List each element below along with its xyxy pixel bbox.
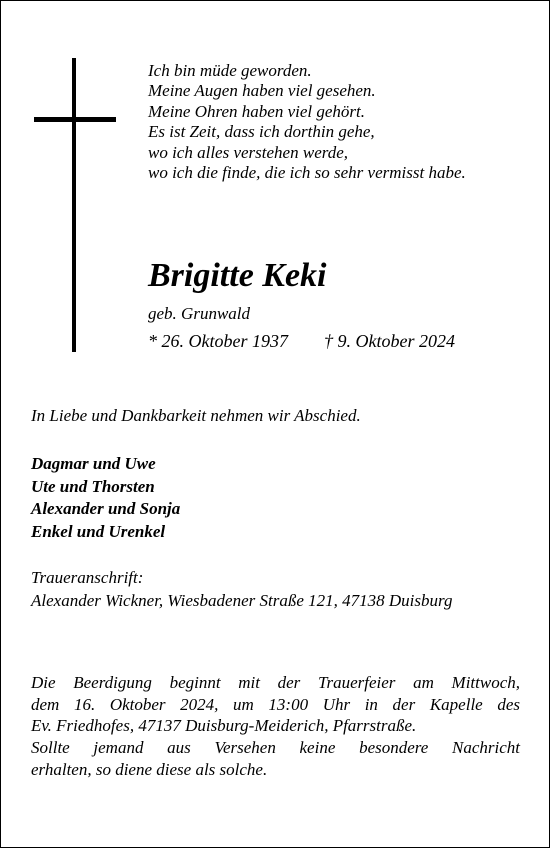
address-label: Traueranschrift: <box>31 568 144 587</box>
deceased-name: Brigitte Keki <box>148 257 327 294</box>
notice-line: erhalten, so diene diese als solche. <box>31 759 268 779</box>
notice-line: Sollte jemand aus Versehen keine besondere Nachricht <box>31 738 520 757</box>
birth-name: geb. Grunwald <box>148 304 250 323</box>
poem-line: Ich bin müde geworden. <box>148 61 312 80</box>
death-date: † 9. Oktober 2024 <box>323 331 455 351</box>
funeral-line: Ev. Friedhofes, 47137 Duisburg-Meiderich, Pfarrstraße. <box>31 716 417 736</box>
life-dates <box>148 330 455 352</box>
poem <box>148 61 466 183</box>
address-text: Alexander Wickner, Wiesbadener Straße 121, 47138 Duisburg <box>31 591 453 610</box>
family-list <box>31 453 180 544</box>
poem-line: wo ich alles verstehen werde, <box>148 142 349 162</box>
poem-line: wo ich die finde, die ich so sehr vermisst habe. <box>148 163 466 183</box>
cross-vertical-bar <box>72 58 76 352</box>
funeral-line: dem 16. Oktober 2024, um 13:00 Uhr in der Kapelle des <box>31 694 520 714</box>
family-member: Ute und Thorsten <box>31 476 155 496</box>
farewell-text: In Liebe und Dankbarkeit nehmen wir Abschied. <box>31 406 361 425</box>
notice-info <box>31 737 520 780</box>
birth-date: * 26. Oktober 1937 <box>148 331 288 351</box>
cross-horizontal-bar <box>34 117 116 122</box>
poem-line: Meine Ohren haben viel gehört. <box>148 101 365 121</box>
family-member: Dagmar und Uwe <box>31 454 156 473</box>
family-member: Alexander und Sonja <box>31 499 181 519</box>
poem-line: Es ist Zeit, dass ich dorthin gehe, <box>148 122 375 142</box>
poem-line: Meine Augen haben viel gesehen. <box>148 81 376 101</box>
funeral-info <box>31 672 520 737</box>
family-member: Enkel und Urenkel <box>31 522 166 542</box>
funeral-line: Die Beerdigung beginnt mit der Trauerfeier am Mittwoch, <box>31 673 520 692</box>
